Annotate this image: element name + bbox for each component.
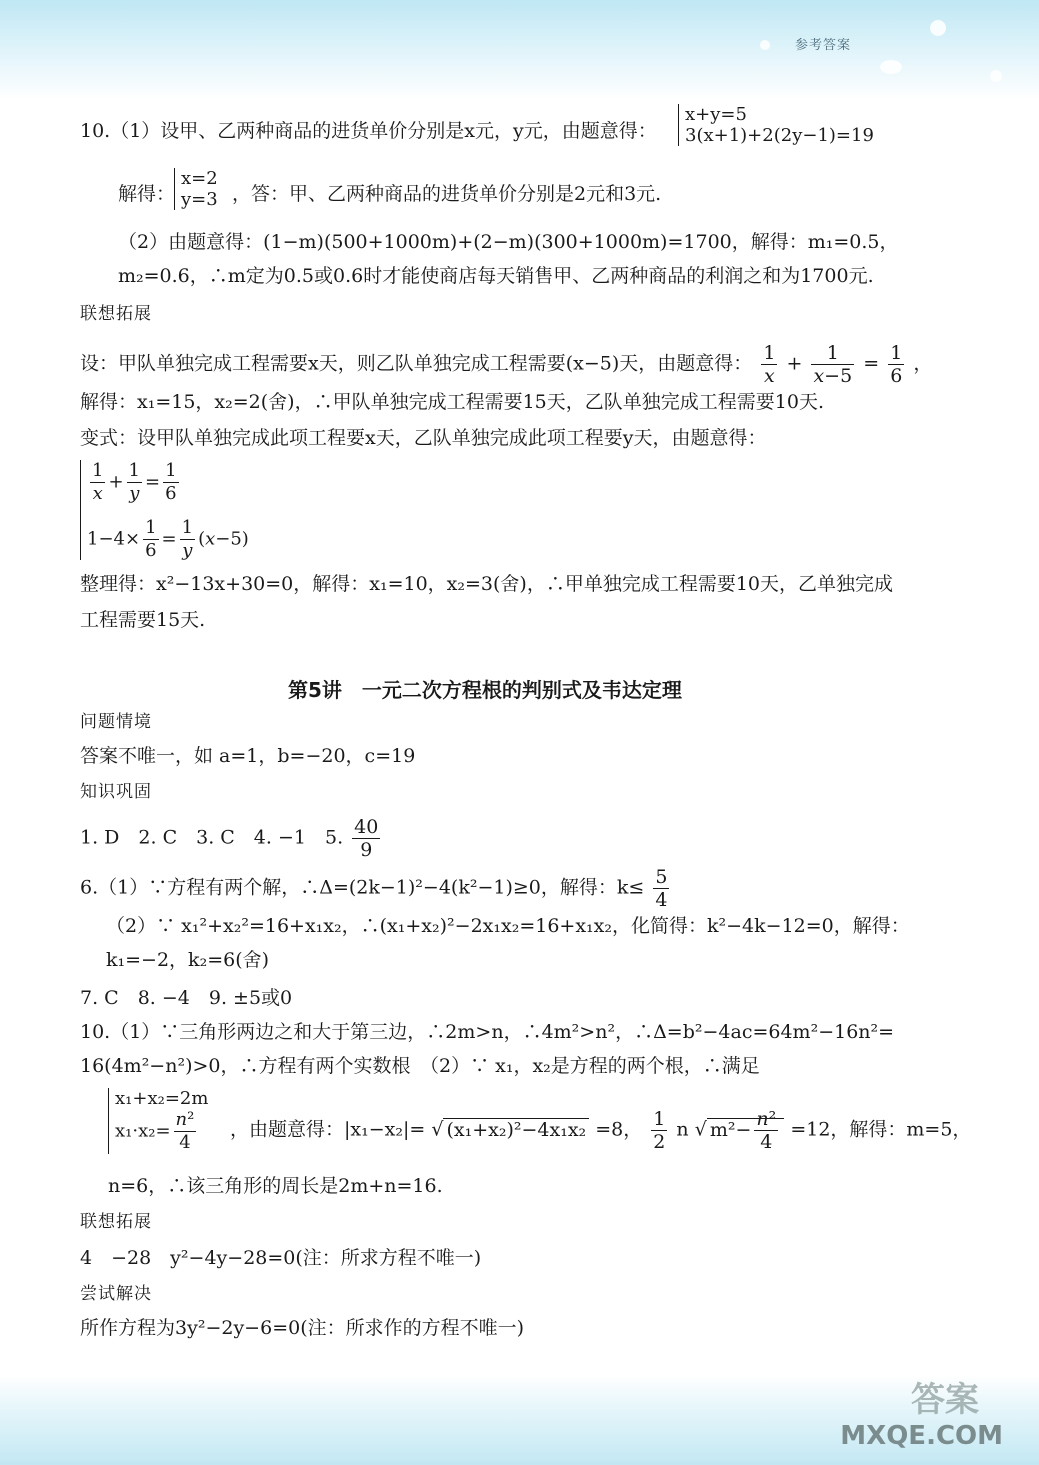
heading-lianxiang-2: 联想拓展: [80, 1212, 152, 1232]
fraction: $\frac{1}{2}$: [653, 1108, 666, 1153]
zs-answers-1-5: [80, 816, 383, 861]
zs-q10-calc: ，由题意得：|x₁−x₂|= √ (x₁+x₂)²−4x₁x₂ =8， $\frac{1}{2}$ n √ m²− $\frac{\text{n²}}{4}$ =12，解得：m=5，: [230, 1108, 972, 1153]
zs-q6-part1: [80, 866, 672, 911]
calc-text: n: [676, 1118, 689, 1141]
q6-text: 6.（1）∵方程有两个解，∴Δ=(2k−1)²−4(k²−1)≥0，解得：k≤: [80, 876, 645, 899]
lx1-line2: 解得：x₁=15，x₂=2(舍)，∴甲队单独完成工程需要15天，乙队单独完成工程需要10天.: [80, 391, 824, 413]
bubble-decoration: [930, 20, 946, 36]
header-band: [0, 0, 1039, 100]
heading-changshi: 尝试解决: [80, 1284, 152, 1304]
equation-line: y=3: [181, 189, 218, 210]
zs-q6-part2-line1: （2）∵ x₁²+x₂²=16+x₁x₂，∴(x₁+x₂)²−2x₁x₂=16+x₁x₂，化简得：k²−4k−12=0，解得：: [106, 915, 910, 937]
q10-system-1: [678, 104, 874, 146]
equation-line: $\frac{1}{x}$ + $\frac{1}{y}$ = $\frac{1}{6}$: [92, 460, 177, 504]
fraction: $\frac{1}{x}$: [763, 342, 776, 387]
watermark-text: MXQE.COM: [840, 1421, 1003, 1451]
equation-line: x=2: [181, 168, 218, 189]
cs-answer: 所作方程为3y²−2y−6=0(注：所求作的方程不唯一): [80, 1317, 525, 1339]
lx1-line5: 工程需要15天.: [80, 609, 206, 631]
bubble-decoration: [990, 70, 1002, 82]
lx1-line1: 设：甲队单独完成工程需要x天，则乙队单独完成工程需要(x−5)天，由题意得： $\frac{1}{x}$ + $\frac{1}{x-5}$ = $\frac{1}{6}$ ，: [80, 342, 933, 387]
fraction: $\frac{1}{6}$: [890, 342, 903, 387]
q10-intro: 10.（1）设甲、乙两种商品的进货单价分别是x元，y元，由题意得：: [80, 120, 657, 142]
q10-part2-line2: m₂=0.6，∴m定为0.5或0.6时才能使商店每天销售甲、乙两种商品的利润之和为1700元.: [118, 265, 874, 287]
equation-line: x₁·x₂= $\frac{\text{n²}}{4}$: [115, 1109, 195, 1153]
footer-band: [0, 1375, 1039, 1465]
bubble-decoration: [880, 60, 902, 74]
heading-wenti: 问题情境: [80, 712, 152, 732]
fraction: $\frac{40}{9}$: [354, 816, 379, 861]
wenti-answer: 答案不唯一，如 a=1，b=−20，c=19: [80, 745, 416, 767]
q10-part2-line1: （2）由题意得：(1−m)(500+1000m)+(2−m)(300+1000m)=1700，解得：m₁=0.5，: [118, 231, 899, 253]
heading-zhishi: 知识巩固: [80, 782, 152, 802]
equation-line: x₁+x₂=2m: [115, 1088, 209, 1109]
q10-solved-prefix: 解得：: [118, 183, 176, 205]
calc-text: =12，解得：m=5，: [790, 1118, 972, 1141]
calc-text: ，由题意得：|x₁−x₂|=: [230, 1118, 426, 1141]
q10-solved-answer: ，答：甲、乙两种商品的进货单价分别是2元和3元.: [232, 183, 662, 205]
fraction: $\frac{1}{x-5}$: [813, 342, 853, 387]
heading-lianxiang-1: 联想拓展: [80, 304, 152, 324]
q10-solved-system: [174, 168, 218, 210]
answers-text: 1. D 2. C 3. C 4. −1 5.: [80, 826, 344, 849]
watermark-logo: 答案: [911, 1380, 979, 1420]
bubble-decoration: [760, 40, 770, 50]
calc-text: =8，: [595, 1118, 643, 1141]
zs-q10-last: n=6，∴该三角形的周长是2m+n=16.: [108, 1175, 443, 1197]
sqrt-expression: (x₁+x₂)²−4x₁x₂: [443, 1118, 589, 1141]
lx2-answer: 4 −28 y²−4y−28=0(注：所求方程不唯一): [80, 1247, 482, 1269]
fraction: $\frac{5}{4}$: [655, 866, 668, 911]
equation-line: x+y=5: [685, 104, 747, 125]
zs-q6-part2-line2: k₁=−2，k₂=6(舍): [106, 949, 270, 971]
equation-line: 1−4× $\frac{1}{6}$ = $\frac{1}{y}$ (x−5): [87, 517, 249, 561]
header-label: 参考答案: [795, 38, 852, 53]
lx1-line1-text: 设：甲队单独完成工程需要x天，则乙队单独完成工程需要(x−5)天，由题意得：: [80, 352, 753, 375]
lx1-line3: 变式：设甲队单独完成此项工程要x天，乙队单独完成此项工程要y天，由题意得：: [80, 427, 767, 449]
zs-q10-system: [108, 1088, 208, 1154]
sqrt-expression: m²− $\frac{\text{n²}}{4}$: [707, 1118, 784, 1141]
zs-q10-line1: 10.（1）∵三角形两边之和大于第三边，∴2m>n，∴4m²>n²，∴Δ=b²−4ac=64m²−16n²=: [80, 1021, 895, 1043]
section-title: 第5讲 一元二次方程根的判别式及韦达定理: [288, 678, 682, 702]
lx1-line4: 整理得：x²−13x+30=0，解得：x₁=10，x₂=3(舍)，∴甲单独完成工程需要10天，乙单独完成: [80, 573, 894, 595]
zs-q10-line2: 16(4m²−n²)>0，∴方程有两个实数根 （2）∵ x₁，x₂是方程的两个根，∴满足: [80, 1055, 760, 1077]
zs-answers-7-9: 7. C 8. −4 9. ±5或0: [80, 987, 293, 1009]
lx1-system: [80, 460, 249, 560]
equation-line: 3(x+1)+2(2y−1)=19: [685, 125, 874, 146]
